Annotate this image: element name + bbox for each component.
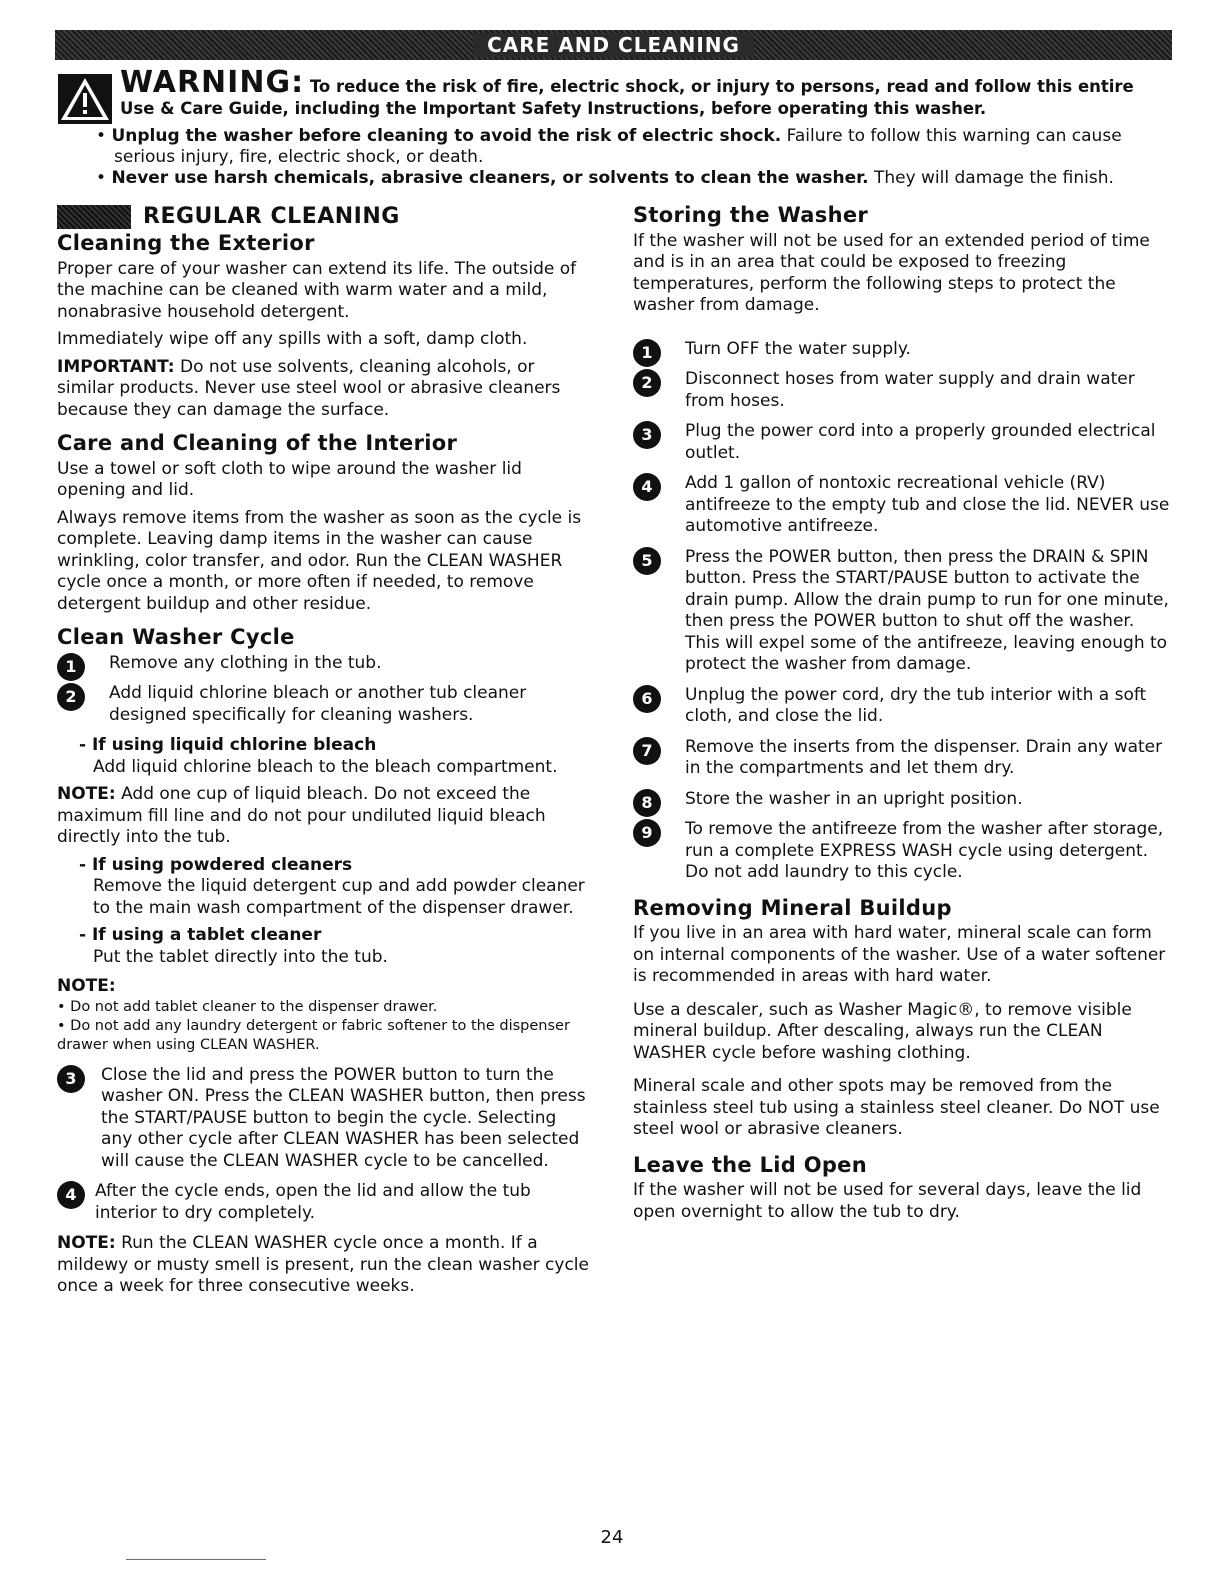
interior-paragraph: Always remove items from the washer as soon as the cycle is complete. Leaving damp items in the washer can cause wrinkling, color transfer, and odor. Run the CLEAN WASHER cycle once a month, or more often if needed, to remove detergent buildup and other residue. xyxy=(57,507,582,614)
warning-bullet: • Unplug the washer before cleaning to avoid the risk of electric shock. Failure to follow this warning can cause serious injury, fire, electric shock, or death. xyxy=(96,126,1122,167)
step-text: Store the washer in an upright position. xyxy=(685,788,1023,809)
tablet-option: - If using a tablet cleaner Put the tablet directly into the tub. xyxy=(79,925,388,967)
step-text: Press the POWER button, then press the DRAIN & SPIN button. Press the START/PAUSE button to activate the drain pump. Allow the drain pump to run for one minute, then press the POWER button to shut off the washer. This will expel some of the antifreeze, leaving enough to protect the washer from damage. xyxy=(685,546,1169,674)
exterior-heading: Cleaning the Exterior xyxy=(57,231,315,255)
section-title: REGULAR CLEANING xyxy=(143,204,400,230)
step-text: To remove the antifreeze from the washer after storage, run a complete EXPRESS WASH cycle using detergent. Do not add laundry to this cycle. xyxy=(685,819,1164,882)
warning-title: WARNING: xyxy=(120,65,305,100)
section-banner xyxy=(55,30,1172,60)
cycle-heading: Clean Washer Cycle xyxy=(57,625,295,649)
storing-steps xyxy=(633,339,1173,884)
warning-box xyxy=(58,65,1168,189)
right-column xyxy=(633,205,1173,1229)
step-number-icon: 7 xyxy=(633,737,661,765)
bleach-option: - If using liquid chlorine bleach Add liquid chlorine bleach to the bleach compartment. xyxy=(79,735,558,777)
step-number-icon: 3 xyxy=(57,1065,85,1093)
warning-heading xyxy=(120,65,1168,120)
exterior-paragraph: Immediately wipe off any spills with a soft, damp cloth. xyxy=(57,329,528,349)
step-text: Add 1 gallon of nontoxic recreational vehicle (RV) antifreeze to the empty tub and close the lid. NEVER use automotive antifreeze. xyxy=(685,473,1170,536)
storing-step xyxy=(633,685,1173,728)
exterior-paragraph: Proper care of your washer can extend its life. The outside of the machine can be cleaned with warm water and a mild, nonabrasive household detergent. xyxy=(57,258,577,322)
mineral-paragraph: Mineral scale and other spots may be removed from the stainless steel tub using a stainless steel cleaner. Do NOT use steel wool or abrasive cleaners. xyxy=(633,1076,1160,1139)
warning-bullets xyxy=(96,126,1168,189)
step-number-icon: 3 xyxy=(633,421,661,449)
footer-rule xyxy=(126,1559,266,1560)
storing-step xyxy=(633,737,1173,780)
step-text: Plug the power cord into a properly grounded electrical outlet. xyxy=(685,421,1156,463)
step-text: Remove the inserts from the dispenser. Drain any water in the compartments and let them dry. xyxy=(685,736,1163,778)
storing-step xyxy=(633,369,1173,412)
warning-text: To reduce the risk of fire, electric shock, or injury to persons, read and follow this entire Use & Care Guide, including the Important Safety Instructions, before operating this washer. xyxy=(120,77,1134,118)
interior-paragraph: Use a towel or soft cloth to wipe around the washer lid opening and lid. xyxy=(57,458,522,500)
lid-heading: Leave the Lid Open xyxy=(633,1152,867,1177)
lid-paragraph: If the washer will not be used for several days, leave the lid open overnight to allow the tub to dry. xyxy=(633,1180,1142,1222)
step-number-icon: 4 xyxy=(633,473,661,501)
step-text: Disconnect hoses from water supply and drain water from hoses. xyxy=(685,369,1135,411)
cycle-step: 2 Add liquid chlorine bleach or another tub cleaner designed specifically for cleaning washers. xyxy=(57,683,592,726)
mineral-heading: Removing Mineral Buildup xyxy=(633,895,952,920)
storing-step xyxy=(633,819,1173,884)
interior-heading: Care and Cleaning of the Interior xyxy=(57,431,458,455)
powder-option: - If using powdered cleaners Remove the liquid detergent cup and add powder cleaner to the main wash compartment of the dispenser drawer. xyxy=(79,854,585,918)
section-marker xyxy=(57,205,131,229)
final-note: NOTE: Run the CLEAN WASHER cycle once a month. If a mildewy or musty smell is present, run the clean washer cycle once a week for three consecutive weeks. xyxy=(57,1233,589,1296)
step-number-icon: 9 xyxy=(633,819,661,847)
step-number-icon: 5 xyxy=(633,547,661,575)
warning-triangle-icon xyxy=(58,74,112,124)
storing-step xyxy=(633,339,1173,361)
mineral-paragraph: If you live in an area with hard water, mineral scale can form on internal components of the washer. Use of a water softener is recommended in areas with hard water. xyxy=(633,923,1166,986)
cycle-step: 4 After the cycle ends, open the lid and allow the tub interior to dry completely. xyxy=(57,1181,592,1224)
step-number-icon: 1 xyxy=(633,339,661,367)
bleach-note: NOTE: Add one cup of liquid bleach. Do not exceed the maximum fill line and do not pour undiluted liquid bleach directly into the tub. xyxy=(57,784,546,847)
banner-title: CARE AND CLEANING xyxy=(473,33,754,57)
mineral-paragraph: Use a descaler, such as Washer Magic®, to remove visible mineral buildup. After descaling, always run the CLEAN WASHER cycle before washing clothing. xyxy=(633,999,1132,1063)
step-number-icon: 2 xyxy=(633,369,661,397)
left-column xyxy=(57,205,592,1304)
step-number-icon: 2 xyxy=(57,683,85,711)
storing-step xyxy=(633,547,1173,676)
cycle-step: 1 Remove any clothing in the tub. xyxy=(57,653,592,675)
step-number-icon: 1 xyxy=(57,653,85,681)
section-heading xyxy=(57,205,592,229)
step-number-icon: 6 xyxy=(633,685,661,713)
cycle-step: 3 Close the lid and press the POWER button to turn the washer ON. Press the CLEAN WASHER button, then press the START/PAUSE button to begin the cycle. Selecting any other cycle after CLEAN WASHER has been selected will cause the CLEAN WASHER cycle to be cancelled. xyxy=(57,1065,592,1173)
step-number-icon: 8 xyxy=(633,789,661,817)
important-note: IMPORTANT: Do not use solvents, cleaning alcohols, or similar products. Never use steel wool or abrasive cleaners because they can damage the surface. xyxy=(57,356,561,420)
note-item: • Do not add any laundry detergent or fabric softener to the dispenser drawer when using CLEAN WASHER. xyxy=(57,1017,570,1053)
storing-step xyxy=(633,421,1173,464)
storing-intro: If the washer will not be used for an extended period of time and is in an area that could be exposed to freezing temperatures, perform the following steps to protect the washer from damage. xyxy=(633,230,1150,315)
storing-step xyxy=(633,789,1173,811)
step-text: Turn OFF the water supply. xyxy=(685,338,911,359)
step-number-icon: 4 xyxy=(57,1181,85,1209)
note-label: NOTE: xyxy=(57,976,116,996)
warning-bullet: • Never use harsh chemicals, abrasive cleaners, or solvents to clean the washer. They will damage the finish. xyxy=(96,168,1114,188)
storing-step xyxy=(633,473,1173,538)
note-item: • Do not add tablet cleaner to the dispenser drawer. xyxy=(57,998,438,1015)
step-text: Unplug the power cord, dry the tub interior with a soft cloth, and close the lid. xyxy=(685,684,1147,726)
page-number: 24 xyxy=(600,1527,624,1548)
storing-heading: Storing the Washer xyxy=(633,203,869,227)
